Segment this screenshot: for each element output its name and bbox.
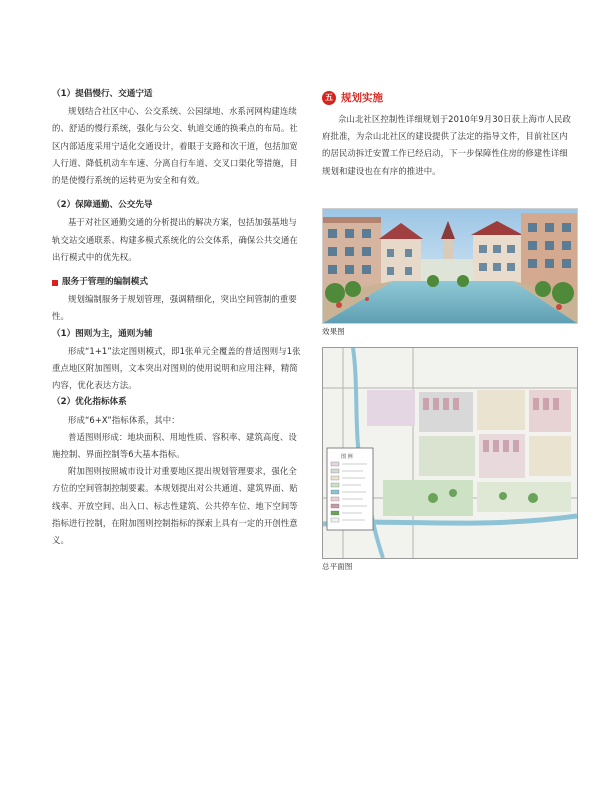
s1-text: 规划结合社区中心、公交系统、公园绿地、水系河网构建连续的、舒适的慢行系统，强化与公交、轨道交通的换乘点的布局。社区内部适度采用宁适化交通设计，着眼于支路和次干道，包括加宽人行道、降低机动车车速、分离自行车道、交叉口渠化等措施，目的是使慢行系统的运转更为安全和有效。 — [52, 106, 298, 186]
section-title: 规划实施 — [341, 92, 383, 104]
red-square-icon — [52, 280, 58, 286]
master-plan-caption: 总平面图 — [322, 561, 353, 571]
master-plan-illustration — [323, 348, 577, 558]
s3b-text-1: 形成“6+X”指标体系，其中： — [68, 414, 180, 425]
section-number-badge: 五 — [322, 91, 336, 105]
s1-heading: （1）提倡慢行、交通宁适 — [52, 89, 153, 99]
left-column — [52, 86, 304, 549]
s2-heading: （2）保障通勤、公交先导 — [52, 200, 153, 211]
s3-text: 规划编制服务于规划管理，强调精细化，突出空间管制的重要性。 — [52, 294, 297, 322]
implementation-text: 佘山北社区控制性详细规划于2010年9月30日获上海市人民政府批准，为佘山北社区的建设提供了法定的指导文件，目前社区内的居民动拆迁安置工作已经启动，下一步保障性住房的修建性详细规划和建设也在有序的推进中。 — [322, 114, 571, 176]
s3a-text: 形成“1+1”法定图则模式，即1张单元全覆盖的普适图则与1张重点地区附加图则，文本突出对图则的使用说明和应用注释，精简内容，优化表达方法。 — [52, 345, 301, 391]
section-heading — [322, 90, 574, 105]
s3-heading — [52, 274, 304, 291]
master-plan-image — [322, 347, 578, 559]
s3b-text-2: 普适图则形成：地块面积、用地性质、容积率、建筑高度、设施控制、界面控制等6大基本指标。 — [52, 431, 297, 460]
legend-title: 图 例 — [341, 453, 353, 460]
s3b-heading: （2）优化指标体系 — [52, 397, 127, 408]
s3a-heading: （1）图则为主，通则为辅 — [52, 328, 153, 339]
s3-heading-text: 服务于管理的编制模式 — [62, 277, 148, 288]
right-column — [322, 90, 574, 572]
rendering-illustration — [323, 209, 577, 323]
rendering-caption: 效果图 — [322, 326, 345, 336]
s2-text: 基于对社区通勤交通的分析提出的解决方案，包括加强基地与轨交站交通联系、构建多模式系统化的公交体系，确保公共交通在出行模式中的优先权。 — [52, 217, 298, 262]
s3b-text-3: 附加图则按照城市设计对重要地区提出规划管理要求，强化全方位的空间管制控制要素。本规划提出对公共通道、建筑界面、贴线率、开放空间、出入口、标志性建筑、公共停车位、地下空间等指标进行控制，在附加图则控制指标的探索上具有一定的开创性意义。 — [52, 466, 298, 546]
rendering-image — [322, 208, 578, 324]
